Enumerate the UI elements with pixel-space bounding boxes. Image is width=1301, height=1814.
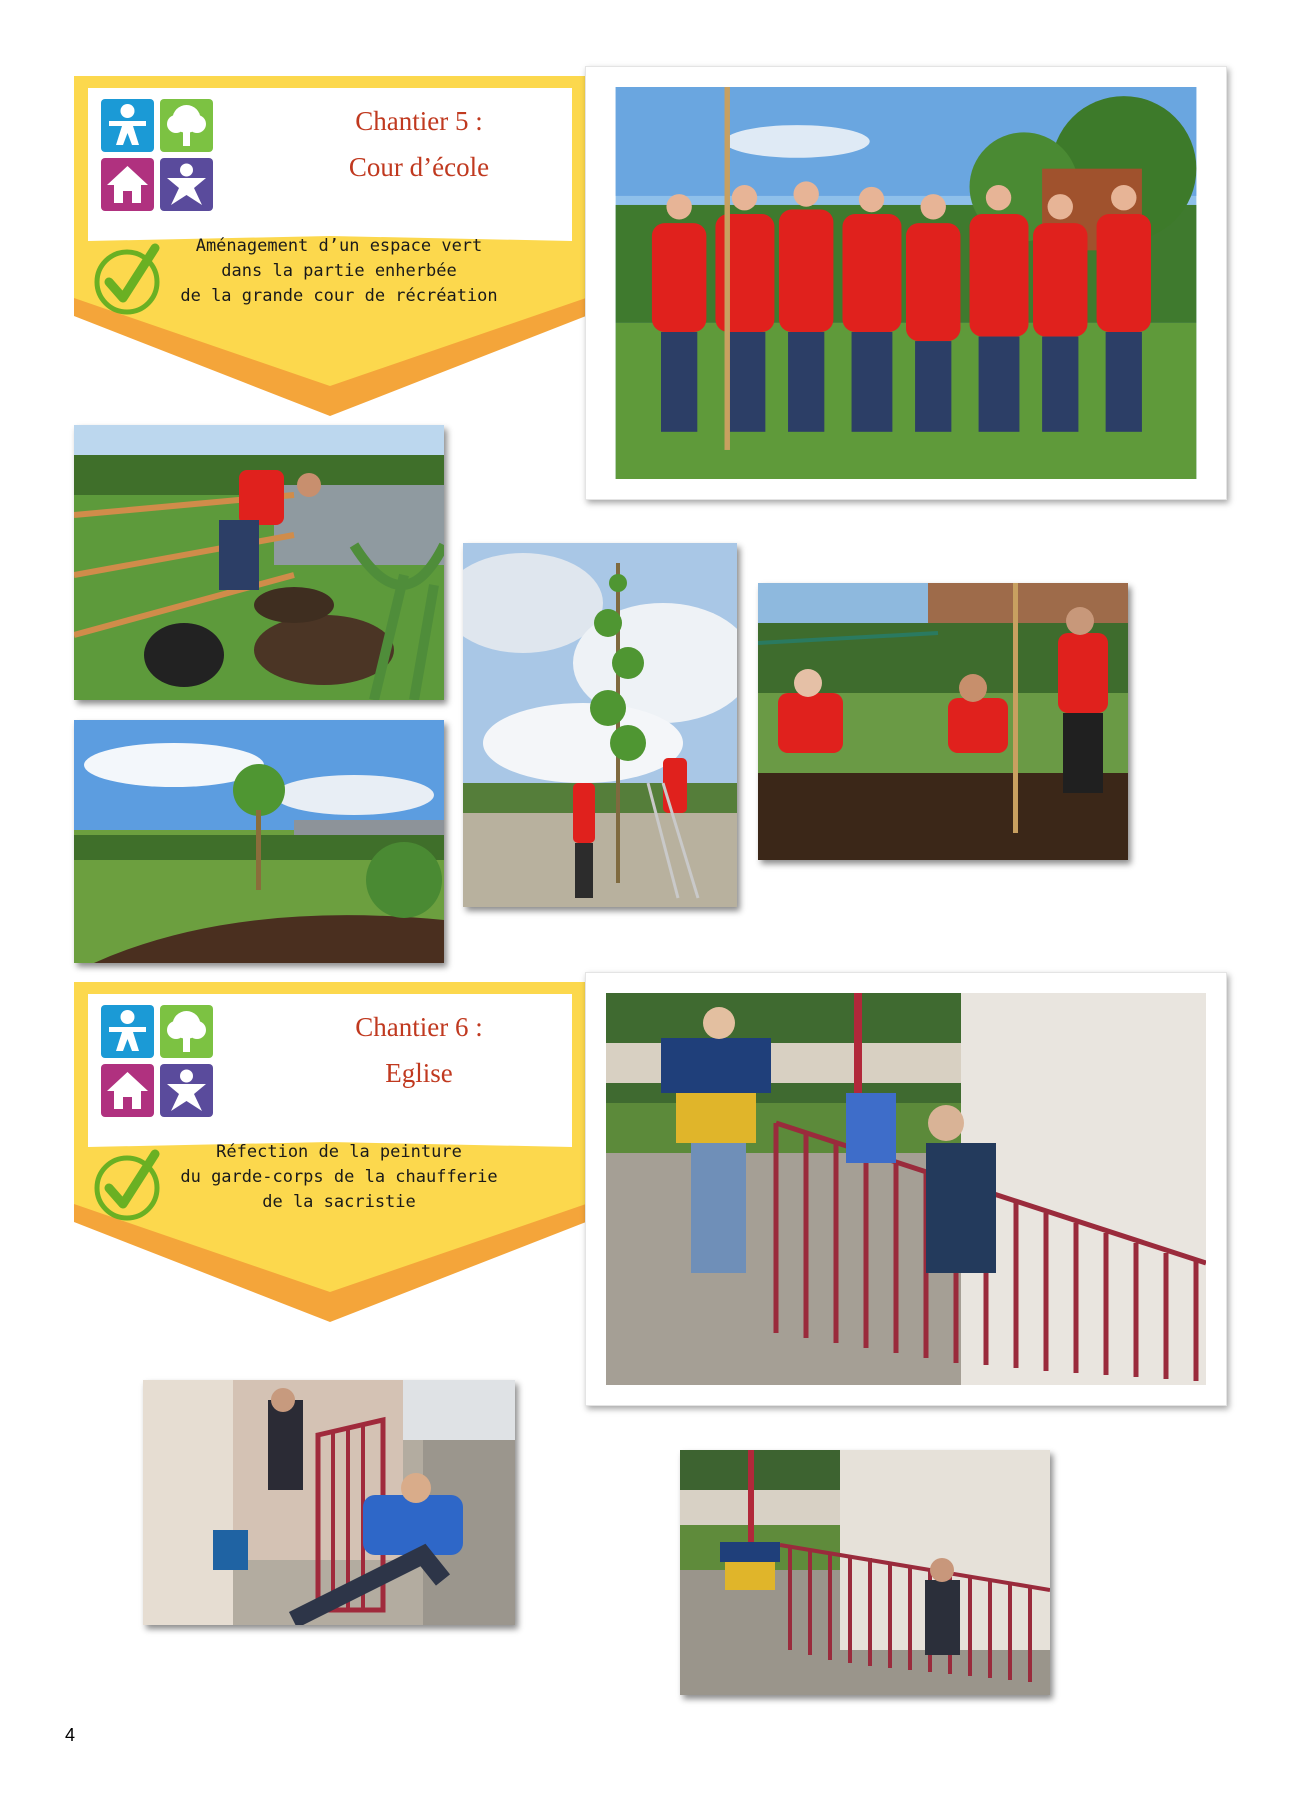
person-icon	[101, 1005, 154, 1058]
star-person-icon	[160, 158, 213, 211]
person-icon	[101, 99, 154, 152]
checkmark-icon	[89, 238, 169, 318]
photo-digging-hole	[74, 425, 444, 700]
description-line: Réfection de la peinture	[216, 1142, 462, 1162]
section-title-line2: Cour d’école	[348, 152, 490, 182]
section-title-line1: Chantier 6 :	[355, 1012, 483, 1042]
photo-railing-painters	[585, 972, 1227, 1406]
photo-mulching	[758, 583, 1128, 860]
photo-planted-area	[74, 720, 444, 963]
star-person-icon	[160, 1064, 213, 1117]
tree-icon	[160, 1005, 213, 1058]
description-line: Aménagement d’un espace vert	[195, 236, 483, 256]
group-photo-volunteers	[585, 66, 1227, 500]
description-line: de la grande cour de récréation	[180, 286, 498, 306]
section-title-line1: Chantier 5 :	[355, 106, 483, 136]
photo-tree-planting	[463, 543, 737, 907]
tree-icon	[160, 99, 213, 152]
chantier-5-banner	[74, 76, 586, 416]
description-line: dans la partie enherbée	[221, 261, 457, 281]
checkmark-icon	[89, 1144, 169, 1224]
section-title-line2: Eglise	[385, 1058, 453, 1088]
section-description	[169, 234, 509, 309]
photo-railing-wide	[680, 1450, 1050, 1695]
section-description	[169, 1140, 509, 1215]
description-line: de la sacristie	[262, 1192, 416, 1212]
chantier-6-banner	[74, 982, 586, 1322]
photo-painting-gate	[143, 1380, 515, 1625]
house-icon	[101, 158, 154, 211]
description-line: du garde-corps de la chaufferie	[180, 1167, 498, 1187]
page-number: 4	[65, 1725, 76, 1745]
association-logo	[101, 1005, 213, 1117]
house-icon	[101, 1064, 154, 1117]
association-logo	[101, 99, 213, 211]
